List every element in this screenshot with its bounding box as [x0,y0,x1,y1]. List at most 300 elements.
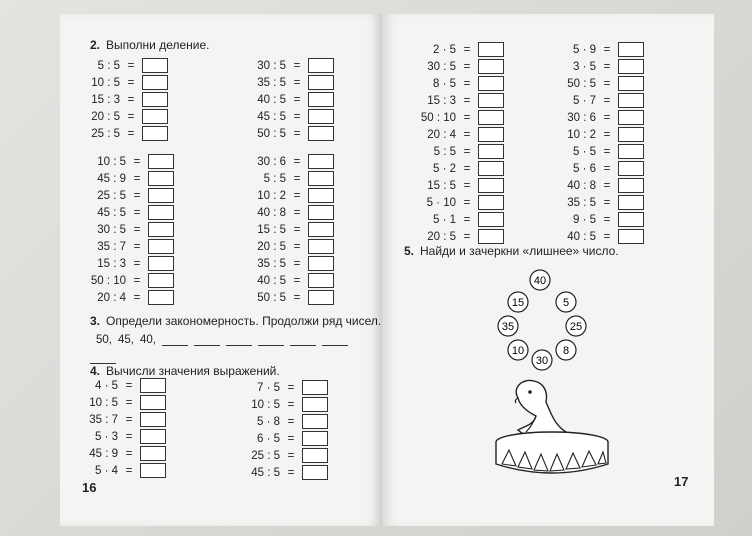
expression: 30 : 5 [97,223,126,236]
answer-box[interactable] [308,92,334,107]
equals-sign: = [463,77,471,90]
task-2-heading [90,38,210,52]
equals-sign: = [133,189,141,202]
answer-box[interactable] [148,290,174,305]
expression: 5 · 10 [426,196,456,209]
expression: 20 : 5 [257,240,286,253]
answer-box[interactable] [148,256,174,271]
expression-row [546,42,644,57]
answer-box[interactable] [478,161,504,176]
answer-box[interactable] [308,222,334,237]
answer-box[interactable] [140,463,166,478]
expression-row [84,273,174,288]
expression-row [84,239,174,254]
sequence-value: 45, [118,334,134,346]
expression: 9 · 5 [572,213,596,226]
equals-sign: = [463,162,471,175]
expression: 20 : 5 [427,230,456,243]
expression-row [546,127,644,142]
expression: 7 · 5 [256,381,280,394]
equals-sign: = [125,430,133,443]
expression: 45 : 5 [257,110,286,123]
number-ball[interactable] [508,340,528,360]
answer-box[interactable] [478,42,504,57]
answer-box[interactable] [618,110,644,125]
expression: 50 : 10 [420,111,456,124]
seal-nose [515,398,518,403]
equals-sign: = [127,110,135,123]
equals-sign: = [603,111,611,124]
expression: 5 : 5 [263,172,286,185]
expression-row [406,195,504,210]
equals-sign: = [133,257,141,270]
expression: 45 : 5 [97,206,126,219]
expression-row [230,239,334,254]
expression: 5 : 5 [97,59,120,72]
expression: 5 · 2 [432,162,456,175]
answer-box[interactable] [308,188,334,203]
answer-blank[interactable] [258,335,284,346]
answer-box[interactable] [148,205,174,220]
expression-row [406,212,504,227]
equals-sign: = [127,127,135,140]
expression-row [546,110,644,125]
expression: 2 · 5 [432,43,456,56]
equals-sign: = [603,60,611,73]
expression: 35 : 5 [257,257,286,270]
expression-row [406,76,504,91]
expression-row [230,75,334,90]
answer-box[interactable] [478,127,504,142]
equals-sign: = [293,189,301,202]
expression: 15 : 5 [257,223,286,236]
expression-row [230,58,334,73]
expression: 5 · 3 [94,430,118,443]
equals-sign: = [287,398,295,411]
equals-sign: = [125,396,133,409]
expression: 20 : 4 [427,128,456,141]
equals-sign: = [603,43,611,56]
task-2-title: Выполни деление. [106,38,210,52]
right-page [382,14,714,526]
ball-number: 35 [501,321,515,333]
expression-row [406,59,504,74]
expression: 20 : 4 [97,291,126,304]
answer-box[interactable] [618,229,644,244]
expression-row [84,154,174,169]
expression: 45 : 5 [251,466,280,479]
expression: 50 : 5 [257,127,286,140]
expression: 15 : 5 [427,179,456,192]
answer-box[interactable] [148,239,174,254]
answer-box[interactable] [478,212,504,227]
task-4-title: Вычисли значения выражений. [106,364,280,378]
equals-sign: = [463,179,471,192]
expression-row [406,127,504,142]
equals-sign: = [463,60,471,73]
sequence-value: 50, [96,334,112,346]
expression: 30 : 6 [257,155,286,168]
expression-row [406,144,504,159]
answer-box[interactable] [478,76,504,91]
expression: 45 : 9 [97,172,126,185]
expression: 50 : 5 [567,77,596,90]
equals-sign: = [603,179,611,192]
expression: 5 · 6 [572,162,596,175]
expression: 10 : 5 [89,396,118,409]
answer-box[interactable] [302,431,328,446]
expression-row [224,448,328,463]
answer-box[interactable] [308,58,334,73]
expression: 5 · 4 [94,464,118,477]
ball-number: 8 [562,345,570,357]
equals-sign: = [463,145,471,158]
expression-row [230,290,334,305]
equals-sign: = [125,464,133,477]
expression-row [406,178,504,193]
expression-row [230,109,334,124]
number-ball[interactable] [566,316,586,336]
answer-box[interactable] [148,171,174,186]
answer-box[interactable] [140,446,166,461]
expression-row [230,154,334,169]
expression-row [230,256,334,271]
expression-row [546,93,644,108]
expression-row [230,273,334,288]
expression: 35 : 7 [89,413,118,426]
answer-box[interactable] [308,290,334,305]
ball-number: 30 [535,355,549,367]
expression-row [546,76,644,91]
equals-sign: = [293,257,301,270]
expression: 6 · 5 [256,432,280,445]
answer-box[interactable] [302,397,328,412]
expression: 10 : 2 [567,128,596,141]
equals-sign: = [603,128,611,141]
equals-sign: = [133,291,141,304]
answer-box[interactable] [308,126,334,141]
equals-sign: = [293,291,301,304]
equals-sign: = [603,213,611,226]
expression: 50 : 10 [90,274,126,287]
answer-box[interactable] [308,239,334,254]
expression-row [84,92,168,107]
answer-box[interactable] [478,178,504,193]
equals-sign: = [293,223,301,236]
expression: 40 : 5 [567,230,596,243]
equals-sign: = [293,155,301,168]
expression-row [84,126,168,141]
expression-row [230,205,334,220]
expression: 25 : 5 [97,189,126,202]
equals-sign: = [293,127,301,140]
answer-box[interactable] [618,178,644,193]
answer-box[interactable] [140,395,166,410]
expression-row [406,93,504,108]
expression-row [84,188,174,203]
expression: 4 · 5 [94,379,118,392]
expression-row [546,195,644,210]
equals-sign: = [603,94,611,107]
expression: 30 : 5 [427,60,456,73]
expression-row [406,42,504,57]
equals-sign: = [133,155,141,168]
equals-sign: = [463,196,471,209]
equals-sign: = [287,466,295,479]
expression-row [84,75,168,90]
number-ball[interactable] [530,270,550,290]
seal-illustration [482,266,622,478]
answer-box[interactable] [478,110,504,125]
answer-box[interactable] [478,195,504,210]
expression-row [84,463,166,478]
expression-row [84,205,174,220]
answer-box[interactable] [478,93,504,108]
answer-box[interactable] [618,93,644,108]
answer-box[interactable] [148,222,174,237]
task-3-sequence [96,334,348,346]
expression-row [84,171,174,186]
expression: 5 · 1 [432,213,456,226]
equals-sign: = [603,162,611,175]
task-3-title: Определи закономерность. Продолжи ряд чисел. [106,314,382,328]
ball-number: 5 [562,297,570,309]
expression-row [84,412,166,427]
answer-box[interactable] [618,195,644,210]
answer-box[interactable] [478,59,504,74]
expression-row [546,178,644,193]
expression: 30 : 5 [257,59,286,72]
expression: 5 · 8 [256,415,280,428]
left-page [60,14,382,526]
expression: 10 : 2 [257,189,286,202]
expression: 10 : 5 [251,398,280,411]
expression: 25 : 5 [91,127,120,140]
answer-box[interactable] [140,412,166,427]
equals-sign: = [287,415,295,428]
expression: 40 : 8 [257,206,286,219]
expression: 20 : 5 [91,110,120,123]
equals-sign: = [127,59,135,72]
answer-blank[interactable] [90,353,116,364]
answer-box[interactable] [142,109,168,124]
equals-sign: = [463,111,471,124]
answer-box[interactable] [302,414,328,429]
equals-sign: = [293,206,301,219]
expression-row [230,222,334,237]
number-ball[interactable] [556,340,576,360]
answer-blank[interactable] [322,335,348,346]
equals-sign: = [463,94,471,107]
expression-row [546,144,644,159]
equals-sign: = [133,172,141,185]
equals-sign: = [293,240,301,253]
ball-number: 10 [511,345,525,357]
answer-box[interactable] [618,76,644,91]
number-ball[interactable] [498,316,518,336]
answer-box[interactable] [478,229,504,244]
seal-eye [528,390,532,394]
expression-row [84,429,166,444]
expression-row [546,212,644,227]
expression-row [406,229,504,244]
expression: 45 : 9 [89,447,118,460]
answer-box[interactable] [618,161,644,176]
task-2-number: 2. [90,38,101,52]
equals-sign: = [287,381,295,394]
expression-row [546,59,644,74]
equals-sign: = [127,93,135,106]
equals-sign: = [463,43,471,56]
answer-blank[interactable] [226,335,252,346]
answer-box[interactable] [148,154,174,169]
equals-sign: = [463,213,471,226]
expression-row [84,109,168,124]
expression: 40 : 5 [257,274,286,287]
expression: 25 : 5 [251,449,280,462]
equals-sign: = [133,223,141,236]
equals-sign: = [125,379,133,392]
expression: 35 : 5 [567,196,596,209]
equals-sign: = [463,128,471,141]
answer-box[interactable] [308,154,334,169]
sequence-value: 40, [140,334,156,346]
expression: 30 : 6 [567,111,596,124]
expression: 15 : 3 [427,94,456,107]
expression-row [84,222,174,237]
expression-row [84,58,168,73]
answer-box[interactable] [148,273,174,288]
expression: 40 : 5 [257,93,286,106]
expression: 5 : 5 [433,145,456,158]
answer-box[interactable] [618,59,644,74]
expression-row [224,397,328,412]
answer-box[interactable] [618,212,644,227]
answer-box[interactable] [308,109,334,124]
expression: 40 : 8 [567,179,596,192]
answer-box[interactable] [140,378,166,393]
expression-row [546,161,644,176]
answer-box[interactable] [140,429,166,444]
answer-box[interactable] [308,75,334,90]
expression-row [84,446,166,461]
equals-sign: = [603,230,611,243]
answer-box[interactable] [302,448,328,463]
expression: 35 : 5 [257,76,286,89]
number-ball[interactable] [556,292,576,312]
equals-sign: = [127,76,135,89]
expression-row [224,380,328,395]
answer-blank[interactable] [290,335,316,346]
equals-sign: = [133,274,141,287]
equals-sign: = [603,196,611,209]
answer-box[interactable] [142,58,168,73]
answer-box[interactable] [478,144,504,159]
task-5-heading [404,244,619,258]
expression: 35 : 7 [97,240,126,253]
ball-number: 40 [533,275,547,287]
expression-row [224,431,328,446]
answer-box[interactable] [308,273,334,288]
task-5-title: Найди и зачеркни «лишнее» число. [420,244,619,258]
answer-box[interactable] [618,144,644,159]
answer-blank[interactable] [162,335,188,346]
answer-box[interactable] [302,380,328,395]
answer-box[interactable] [308,205,334,220]
equals-sign: = [293,172,301,185]
expression-row [406,161,504,176]
equals-sign: = [293,110,301,123]
equals-sign: = [133,240,141,253]
expression-row [230,188,334,203]
task-3-number: 3. [90,314,101,328]
ball-number: 25 [569,321,583,333]
expression-row [84,395,166,410]
equals-sign: = [133,206,141,219]
expression-row [230,171,334,186]
answer-box[interactable] [148,188,174,203]
equals-sign: = [287,449,295,462]
task-4-number: 4. [90,364,101,378]
number-ball[interactable] [508,292,528,312]
number-ball[interactable] [532,350,552,370]
page-number-left: 16 [82,480,97,495]
answer-box[interactable] [308,256,334,271]
expression-row [546,229,644,244]
expression-row [224,465,328,480]
equals-sign: = [293,59,301,72]
task-5-number: 5. [404,244,415,258]
expression: 8 · 5 [432,77,456,90]
task-4-heading [90,364,280,378]
expression: 50 : 5 [257,291,286,304]
expression-row [84,256,174,271]
expression-row [84,290,174,305]
answer-blank[interactable] [194,335,220,346]
equals-sign: = [293,274,301,287]
expression: 15 : 3 [91,93,120,106]
expression-row [406,110,504,125]
expression-row [84,378,166,393]
expression: 15 : 3 [97,257,126,270]
expression: 5 · 7 [572,94,596,107]
equals-sign: = [293,93,301,106]
equals-sign: = [603,77,611,90]
expression: 10 : 5 [97,155,126,168]
expression-row [224,414,328,429]
answer-box[interactable] [302,465,328,480]
expression: 3 · 5 [572,60,596,73]
expression: 10 : 5 [91,76,120,89]
expression: 5 · 9 [572,43,596,56]
answer-box[interactable] [142,75,168,90]
expression-row [230,92,334,107]
page-number-right: 17 [674,474,689,489]
expression-row [230,126,334,141]
answer-box[interactable] [618,42,644,57]
equals-sign: = [463,230,471,243]
ball-number: 15 [511,297,525,309]
equals-sign: = [603,145,611,158]
equals-sign: = [293,76,301,89]
answer-box[interactable] [618,127,644,142]
answer-box[interactable] [142,92,168,107]
answer-box[interactable] [142,126,168,141]
equals-sign: = [125,447,133,460]
task-3-heading [90,314,381,328]
answer-box[interactable] [308,171,334,186]
expression: 5 · 5 [572,145,596,158]
